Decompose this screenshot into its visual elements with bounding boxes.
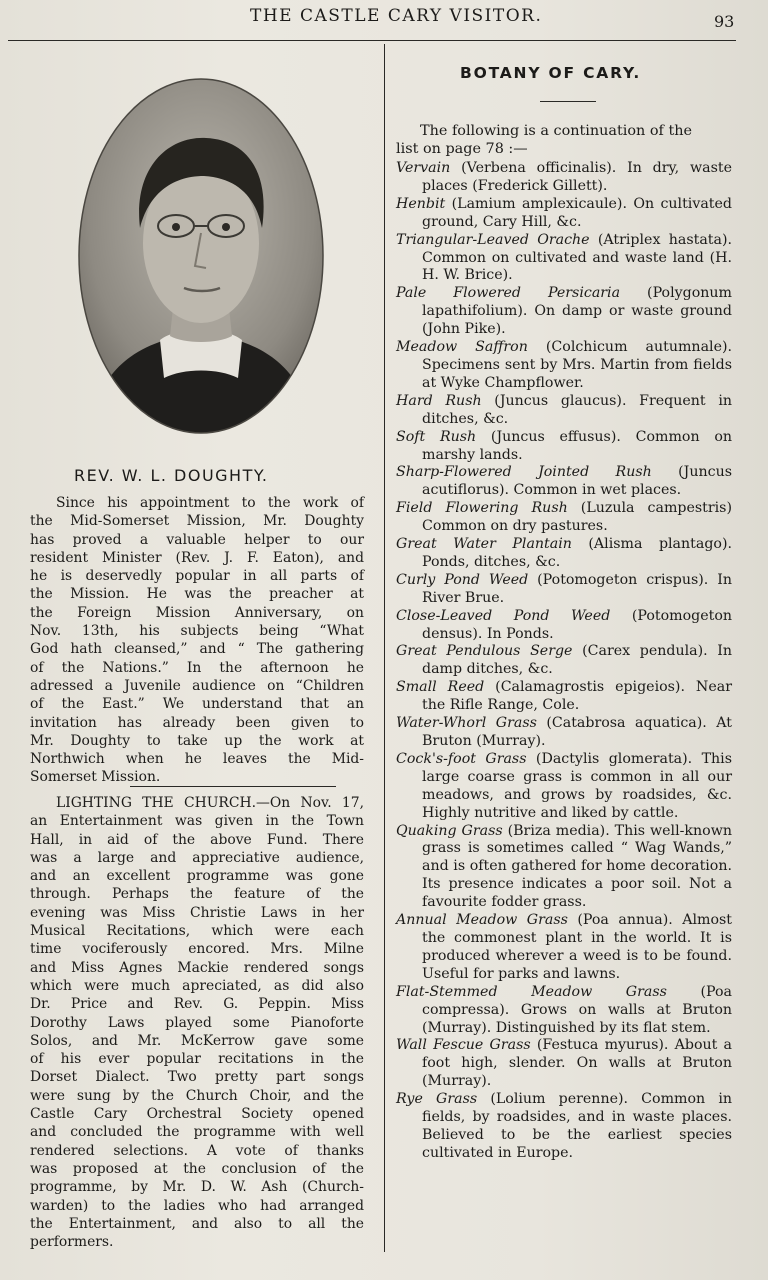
- plant-description: (Juncus glaucus). Frequent in ditches, &c.: [422, 392, 732, 427]
- botany-entry: [396, 643, 732, 679]
- botany-entry: [396, 232, 732, 286]
- plant-description: (Alisma plantago). Ponds, ditches, &c.: [422, 536, 732, 570]
- masthead: THE CASTLE CARY VISITOR.: [250, 6, 543, 26]
- botany-entry: [396, 285, 732, 339]
- text-line: adressed a Juvenile audience on “Children: [30, 677, 364, 694]
- plant-common-name: Flat-Stemmed Meadow Grass: [396, 983, 667, 1000]
- text-line: of his ever popular recitations in the: [30, 1051, 364, 1068]
- botany-entry: [396, 339, 732, 393]
- plant-common-name: Sharp-Flowered Jointed Rush: [396, 464, 652, 481]
- plant-common-name: Field Flowering Rush: [396, 500, 568, 517]
- plant-common-name: Cock's-foot Grass: [396, 750, 527, 767]
- text-line: the Entertainment, and also to all the: [30, 1215, 364, 1232]
- text-line: which were much apreciated, as did also: [30, 977, 364, 994]
- text-line: invitation has already been given to: [30, 714, 364, 731]
- plant-common-name: Soft Rush: [396, 428, 477, 445]
- botany-entry: [396, 572, 732, 608]
- text-line: he is deservedly popular in all parts of: [30, 568, 364, 585]
- text-line: the Mid-Somerset Mission, Mr. Doughty: [30, 513, 364, 530]
- text-line: the Mission. He was the preacher at: [30, 586, 364, 603]
- plant-description: (Atriplex hastata). Common on cultivated and waste land (H. H. W. Brice).: [422, 231, 732, 284]
- text-line: resident Minister (Rev. J. F. Eaton), and: [30, 549, 364, 566]
- botany-list: [396, 160, 732, 1163]
- plant-common-name: Annual Meadow Grass: [396, 912, 568, 929]
- text-line: of the Nations.” In the afternoon he: [30, 659, 364, 676]
- plant-common-name: Small Reed: [396, 679, 485, 696]
- text-line: The following is a continuation of the: [420, 123, 693, 139]
- text-line: Castle Cary Orchestral Society opened: [30, 1106, 364, 1123]
- text-line: and an excellent programme was gone: [30, 868, 364, 885]
- intro-paragraph: [396, 122, 732, 158]
- text-line: evening was Miss Christie Laws in her: [30, 904, 364, 921]
- plant-common-name: Quaking Grass: [396, 822, 503, 839]
- botany-entry: [396, 823, 732, 913]
- botany-entry: [396, 464, 732, 500]
- plant-description: (Dactylis glomerata). This large coarse grass is common in all our meadows, and grows by roadsides, &c. Highly nutritive and liked by cattle.: [422, 750, 732, 821]
- plant-common-name: Pale Flowered Persicaria: [396, 285, 621, 302]
- text-line: time vociferously encored. Mrs. Milne: [30, 941, 364, 958]
- plant-description: (Polygonum lapathifolium). On damp or waste ground (John Pike).: [422, 285, 732, 338]
- plant-description: (Juncus acutiflorus). Common in wet places.: [422, 464, 732, 499]
- plant-common-name: Water-Whorl Grass: [396, 715, 537, 732]
- plant-description: (Calamagrostis epigeios). Near the Rifle Range, Cole.: [422, 679, 732, 714]
- plant-common-name: Rye Grass: [396, 1091, 478, 1108]
- plant-common-name: Triangular-Leaved Orache: [396, 231, 590, 248]
- plant-description: (Luzula campestris) Common on dry pastures.: [422, 500, 732, 535]
- portrait-caption: REV. W. L. DOUGHTY.: [74, 466, 269, 485]
- section-title: BOTANY OF CARY.: [460, 64, 642, 82]
- text-line: Musical Recitations, which were each: [30, 923, 364, 940]
- plant-description: (Catabrosa aquatica). At Bruton (Murray).: [422, 715, 732, 749]
- botany-entry: [396, 429, 732, 465]
- plant-common-name: Hard Rush: [396, 392, 482, 409]
- doughty-paragraph: [30, 494, 364, 787]
- text-line: was a large and appreciative audience,: [30, 849, 364, 866]
- plant-common-name: Great Pendulous Serge: [396, 643, 573, 660]
- text-line: performers.: [30, 1234, 114, 1251]
- plant-common-name: Close-Leaved Pond Weed: [396, 607, 611, 624]
- plant-description: (Poa compressa). Grows on walls at Bruton (Murray). Distinguished by its flat stem.: [422, 983, 732, 1036]
- botany-entry: [396, 751, 732, 823]
- plant-description: (Poa annua). Almost the commonest plant in the world. It is produced wherever a weed is to be found. Useful for parks and lawns.: [422, 912, 732, 982]
- section-divider: [130, 786, 336, 787]
- botany-entry: [396, 536, 732, 572]
- botany-entry: [396, 160, 732, 196]
- text-line: Dr. Price and Rev. G. Peppin. Miss: [30, 996, 364, 1013]
- text-line: warden) to the ladies who had arranged: [30, 1197, 364, 1214]
- plant-common-name: Curly Pond Weed: [396, 571, 529, 588]
- text-line: God hath cleansed,” and “ The gathering: [30, 641, 364, 658]
- text-line: and Miss Agnes Mackie rendered songs: [30, 959, 364, 976]
- text-line: Hall, in aid of the above Fund. There: [30, 831, 364, 848]
- plant-description: (Potomogeton densus). In Ponds.: [422, 607, 733, 642]
- botany-entry: [396, 196, 732, 232]
- plant-description: (Briza media). This well-known grass is sometimes called “ Wag Wands,” and is often gathered for home decoration. Its presence indicates a poor soil. Not a favourite fodder grass.: [422, 822, 732, 911]
- plant-common-name: Meadow Saffron: [396, 339, 528, 356]
- plant-common-name: Vervain: [396, 160, 451, 176]
- text-line: Northwich when he leaves the Mid-: [30, 751, 364, 768]
- plant-description: (Juncus effusus). Common on marshy lands.: [422, 428, 732, 463]
- botany-entry: [396, 679, 732, 715]
- text-line: LIGHTING THE CHURCH.—On Nov. 17,: [56, 795, 364, 811]
- text-line: Mr. Doughty to take up the work at: [30, 732, 364, 749]
- text-line: of the East.” We understand that an: [30, 696, 364, 713]
- botany-entry: [396, 715, 732, 751]
- plant-description: (Festuca myurus). About a foot high, slender. On walls at Bruton (Murray).: [422, 1037, 732, 1090]
- text-line: an Entertainment was given in the Town: [30, 813, 364, 830]
- text-line: Solos, and Mr. McKerrow gave some: [30, 1032, 364, 1049]
- plant-description: (Colchicum autumnale). Specimens sent by Mrs. Martin from fields at Wyke Champflower.: [422, 339, 733, 391]
- text-line: Nov. 13th, his subjects being “What: [30, 623, 364, 640]
- column-divider: [384, 44, 385, 1252]
- botany-entry: [396, 1091, 732, 1163]
- plant-description: (Verbena officinalis). In dry, waste places (Frederick Gillett).: [422, 160, 732, 194]
- text-line: were sung by the Church Choir, and the: [30, 1087, 364, 1104]
- botany-entry: [396, 912, 732, 984]
- text-line: has proved a valuable helper to our: [30, 531, 364, 548]
- text-line: Since his appointment to the work of: [56, 495, 364, 511]
- plant-description: (Lamium amplexicaule). On cultivated ground, Cary Hill, &c.: [422, 195, 732, 230]
- botany-entry: [396, 1037, 732, 1091]
- plant-common-name: Henbit: [396, 195, 446, 212]
- page-number: 93: [714, 12, 735, 31]
- plant-description: (Potomogeton crispus). In River Brue.: [422, 571, 732, 606]
- text-line: was proposed at the conclusion of the: [30, 1160, 364, 1177]
- text-line: Dorothy Laws played some Pianoforte: [30, 1014, 364, 1031]
- text-line: programme, by Mr. D. W. Ash (Church-: [30, 1179, 364, 1196]
- botany-entry: [396, 393, 732, 429]
- text-line: list on page 78 :—: [396, 141, 528, 157]
- text-line: Somerset Mission.: [30, 769, 161, 786]
- text-line: rendered selections. A vote of thanks: [30, 1142, 364, 1159]
- plant-common-name: Wall Fescue Grass: [396, 1037, 531, 1054]
- plant-common-name: Great Water Plantain: [396, 536, 572, 553]
- text-line: Dorset Dialect. Two pretty part songs: [30, 1069, 364, 1086]
- portrait-photo: [78, 78, 324, 434]
- plant-description: (Carex pendula). In damp ditches, &c.: [422, 643, 732, 678]
- text-line: the Foreign Mission Anniversary, on: [30, 604, 364, 621]
- botany-entry: [396, 984, 732, 1038]
- plant-description: (Lolium perenne). Common in fields, by roadsides, and in waste places. Believed to be the earliest species cultivated in Europe.: [422, 1091, 733, 1161]
- title-rule: [540, 101, 596, 102]
- page-header: [0, 0, 768, 40]
- text-line: and concluded the programme with well: [30, 1124, 364, 1141]
- botany-entry: [396, 608, 732, 644]
- header-rule: [8, 40, 736, 41]
- text-line: through. Perhaps the feature of the: [30, 886, 364, 903]
- lighting-paragraph: [30, 794, 364, 1251]
- botany-entry: [396, 500, 732, 536]
